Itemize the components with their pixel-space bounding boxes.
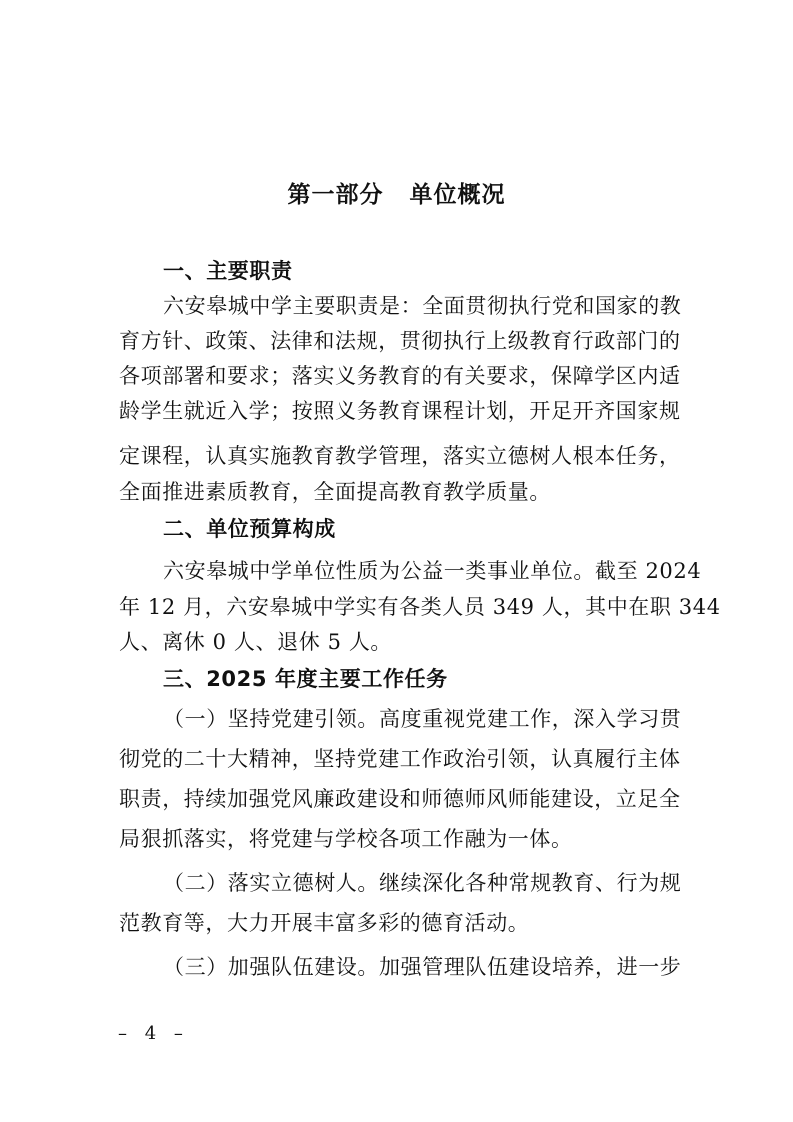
paragraph-line: 范教育等，大力开展丰富多彩的德育活动。 xyxy=(119,911,530,935)
paragraph-line: 定课程，认真实施教育教学管理，落实立德树人根本任务， xyxy=(119,444,681,468)
paragraph-line: 龄学生就近入学；按照义务教育课程计划，开足开齐国家规 xyxy=(119,399,681,423)
task-item-3-first-line xyxy=(163,952,682,982)
title-main: 单位概况 xyxy=(409,182,506,208)
paragraph-line: 局狠抓落实，将党建与学校各项工作融为一体。 xyxy=(119,827,573,851)
task-item-2-label: （二）落实立德树人。 xyxy=(163,871,379,895)
paragraph-line: 各项部署和要求；落实义务教育的有关要求，保障学区内适 xyxy=(119,364,681,388)
task-item-3-text: 加强管理队伍建设培养，进一步 xyxy=(379,955,682,979)
task-item-1-text: 高度重视党建工作，深入学习贯 xyxy=(379,707,682,731)
paragraph-line: 全面推进素质教育，全面提高教育教学质量。 xyxy=(119,480,551,504)
section-heading-budget: 二、单位预算构成 xyxy=(163,517,336,541)
task-item-1-label: （一）坚持党建引领。 xyxy=(163,707,379,731)
task-item-2-text: 继续深化各种常规教育、行为规 xyxy=(379,871,682,895)
section-heading-tasks: 三、2025 年度主要工作任务 xyxy=(163,667,448,691)
paragraph-line: 育方针、政策、法律和法规，贯彻执行上级教育行政部门的 xyxy=(119,329,681,353)
paragraph-line: 六安皋城中学主要职责是：全面贯彻执行党和国家的教 xyxy=(163,294,682,318)
paragraph-line: 职责，持续加强党风廉政建设和师德师风师能建设，立足全 xyxy=(119,787,681,811)
page-number: – 4 – xyxy=(118,1023,189,1044)
paragraph-line: 人、离休 0 人、退休 5 人。 xyxy=(119,630,393,654)
task-item-3-label: （三）加强队伍建设。 xyxy=(163,955,379,979)
page-title xyxy=(0,176,793,209)
title-part: 第一部分 xyxy=(287,182,384,208)
paragraph-line: 六安皋城中学单位性质为公益一类事业单位。截至 2024 xyxy=(163,559,702,583)
section-heading-duties: 一、主要职责 xyxy=(163,259,293,283)
task-item-1-first-line xyxy=(163,704,682,734)
paragraph-line: 彻党的二十大精神，坚持党建工作政治引领，认真履行主体 xyxy=(119,747,681,771)
paragraph-line: 年 12 月，六安皋城中学实有各类人员 349 人，其中在职 344 xyxy=(119,595,721,619)
task-item-2-first-line xyxy=(163,868,682,898)
